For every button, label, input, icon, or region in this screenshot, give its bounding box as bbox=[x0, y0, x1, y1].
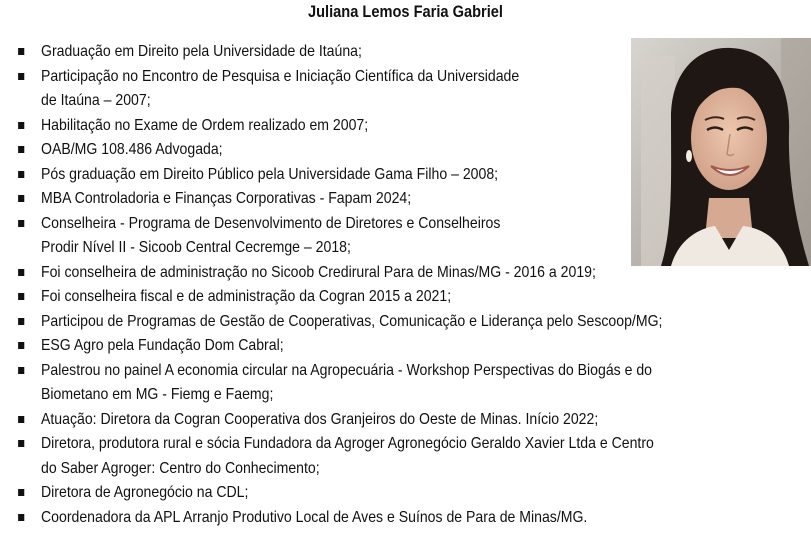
bullet-icon bbox=[18, 489, 24, 496]
bullet-icon bbox=[18, 171, 24, 178]
list-item: Graduação em Direito pela Universidade de Itaúna; bbox=[41, 40, 362, 65]
bullet-icon bbox=[18, 220, 24, 227]
bullet-icon bbox=[18, 48, 24, 55]
portrait-image bbox=[631, 38, 811, 266]
list-item: Participou de Programas de Gestão de Cooperativas, Comunicação e Liderança pelo Sescoop/MG; bbox=[41, 310, 662, 335]
bullet-icon bbox=[18, 146, 24, 153]
list-item: Palestrou no painel A economia circular na Agropecuária - Workshop Perspectivas do Biogás e do Biometano em MG - Fiemg e Faemg; bbox=[41, 359, 652, 408]
bullet-icon bbox=[18, 342, 24, 349]
list-item: Pós graduação em Direito Público pela Universidade Gama Filho – 2008; bbox=[41, 163, 498, 188]
list-item: Participação no Encontro de Pesquisa e Iniciação Científica da Universidade de Itaúna – 2007; bbox=[41, 65, 519, 114]
bullet-icon bbox=[18, 269, 24, 276]
bullet-icon bbox=[18, 318, 24, 325]
list-item: Foi conselheira de administração no Sicoob Credirural Para de Minas/MG - 2016 a 2019; bbox=[41, 261, 596, 286]
bullet-icon bbox=[18, 367, 24, 374]
bullet-icon bbox=[18, 122, 24, 129]
bullet-icon bbox=[18, 514, 24, 521]
list-item: Diretora, produtora rural e sócia Fundadora da Agroger Agronegócio Geraldo Xavier Ltda e Centro do Saber Agroger: Centro do Conhecimento; bbox=[41, 432, 654, 481]
bullet-icon bbox=[18, 195, 24, 202]
page-title: Juliana Lemos Faria Gabriel bbox=[307, 2, 504, 21]
list-item: Diretora de Agronegócio na CDL; bbox=[41, 481, 248, 506]
list-item: Habilitação no Exame de Ordem realizado em 2007; bbox=[41, 114, 368, 139]
list-item: Coordenadora da APL Arranjo Produtivo Local de Aves e Suínos de Para de Minas/MG. bbox=[41, 506, 587, 531]
bullet-icon bbox=[18, 416, 24, 423]
list-item: ESG Agro pela Fundação Dom Cabral; bbox=[41, 334, 284, 359]
bullet-icon bbox=[18, 440, 24, 447]
list-item: OAB/MG 108.486 Advogada; bbox=[41, 138, 223, 163]
list-item: Atuação: Diretora da Cogran Cooperativa dos Granjeiros do Oeste de Minas. Início 2022; bbox=[41, 408, 598, 433]
bullet-icon bbox=[18, 293, 24, 300]
list-item: Foi conselheira fiscal e de administração da Cogran 2015 a 2021; bbox=[41, 285, 451, 310]
bullet-icon bbox=[18, 73, 24, 80]
portrait-photo bbox=[631, 38, 811, 266]
list-item: Conselheira - Programa de Desenvolvimento de Diretores e Conselheiros Prodir Nível II - Sicoob Central Cecremge – 2018; bbox=[41, 212, 500, 261]
list-item: MBA Controladoria e Finanças Corporativas - Fapam 2024; bbox=[41, 187, 411, 212]
